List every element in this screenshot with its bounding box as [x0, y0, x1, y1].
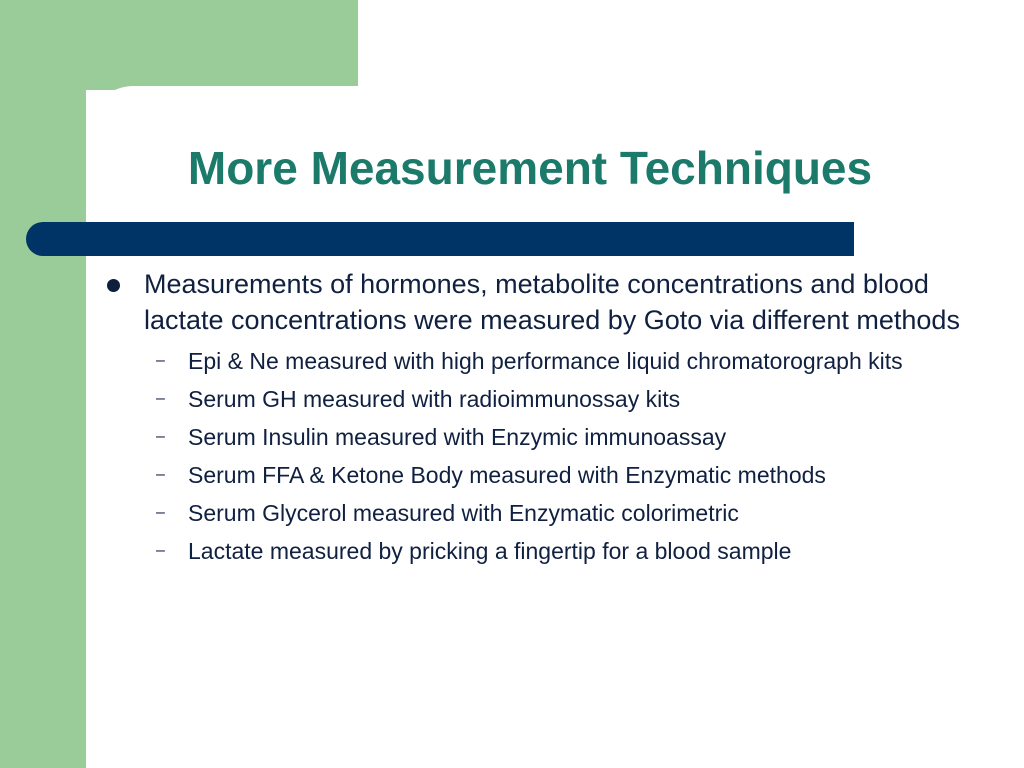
dash-icon: –: [156, 352, 165, 369]
main-bullet: [100, 266, 980, 338]
sub-bullet-item: [100, 422, 980, 452]
slide-body: [100, 266, 980, 574]
sub-bullet-text: Serum Glycerol measured with Enzymatic colorimetric: [188, 500, 739, 526]
sub-bullet-item: [100, 384, 980, 414]
sub-bullet-text: Serum Insulin measured with Enzymic immunoassay: [188, 424, 727, 450]
sub-bullet-text: Epi & Ne measured with high performance liquid chromatorograph kits: [188, 348, 903, 374]
dash-icon: –: [156, 542, 165, 559]
bullet-dot-icon: [107, 279, 120, 292]
sub-bullet-item: [100, 498, 980, 528]
slide-title: More Measurement Techniques: [187, 142, 873, 194]
sub-bullet-item: [100, 460, 980, 490]
green-backdrop-left: [0, 0, 86, 768]
sub-bullet-item: [100, 536, 980, 566]
sub-bullet-item: [100, 346, 980, 376]
dash-icon: –: [156, 466, 165, 483]
dash-icon: –: [156, 428, 165, 445]
dash-icon: –: [156, 504, 165, 521]
sub-bullet-text: Lactate measured by pricking a fingertip for a blood sample: [188, 538, 792, 564]
dash-icon: –: [156, 390, 165, 407]
main-bullet-text: Measurements of hormones, metabolite concentrations and blood lactate concentrations were measured by Goto via different methods: [144, 269, 960, 335]
title-underline-bar: [26, 222, 854, 256]
sub-bullet-text: Serum GH measured with radioimmunossay kits: [188, 386, 681, 412]
sub-bullet-text: Serum FFA & Ketone Body measured with Enzymatic methods: [188, 462, 826, 488]
sub-bullet-list: [100, 346, 980, 566]
